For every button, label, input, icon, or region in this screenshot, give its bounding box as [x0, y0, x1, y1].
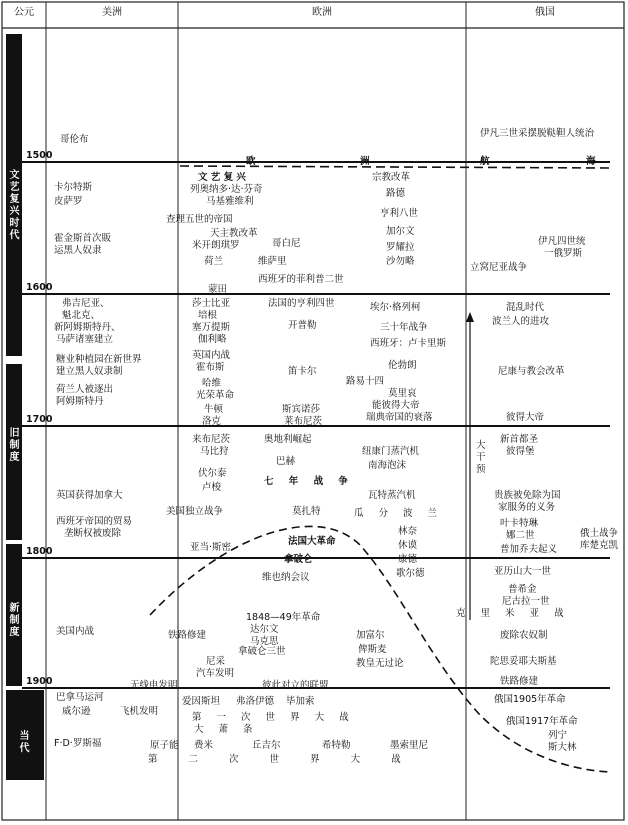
event: 新阿姆斯特丹、 [54, 322, 121, 333]
event: 尼康与教会改革 [498, 366, 565, 377]
event: 拿破仑三世 [238, 646, 286, 657]
header-year: 公元 [14, 7, 34, 18]
event: 伽利略 [198, 334, 227, 345]
event: 三十年战争 [380, 322, 428, 333]
event: 娜二世 [506, 530, 535, 541]
event: 运黑人奴隶 [54, 245, 102, 256]
event: 彼此对立的联盟 [262, 680, 329, 691]
event: 天主教改革 [210, 228, 258, 239]
era-renaissance: 文艺复兴时代 [7, 169, 18, 241]
event: 法国大革命 [288, 536, 336, 547]
event: 卡尔特斯 [54, 182, 93, 193]
event: 七 年 战 争 [264, 476, 354, 487]
event: 英国内战 [192, 350, 231, 361]
event: 加富尔 [356, 630, 385, 641]
event: 文 艺 复 兴 [198, 172, 246, 183]
header-europe: 欧洲 [312, 7, 332, 18]
event: 俾斯麦 [358, 644, 387, 655]
event: 列奥纳多·达·芬奇 [190, 184, 263, 195]
event: 爱因斯坦 [182, 696, 221, 707]
event: 波兰人的进攻 [492, 316, 550, 327]
event: 第 二 次 世 界 大 战 [148, 754, 415, 765]
event: 阿姆斯特丹 [56, 396, 104, 407]
event: 彼得堡 [506, 446, 535, 457]
event: 加尔文 [386, 226, 415, 237]
event: 路易十四 [346, 376, 385, 387]
event: 罗耀拉 [386, 242, 415, 253]
year-1900: 1900 [26, 676, 53, 687]
event: 康德 [398, 554, 418, 565]
event: 维萨里 [258, 256, 287, 267]
event: 普加乔夫起义 [500, 544, 558, 555]
event: 能彼得大帝 [372, 400, 420, 411]
event: 尼采 [206, 656, 226, 667]
event: F·D·罗斯福 [54, 738, 102, 749]
event: 亚历山大一世 [494, 566, 552, 577]
event: 霍金斯首次販 [54, 233, 112, 244]
event: 西班牙帝国的贸易 [56, 516, 133, 527]
event: 哈维 [202, 378, 222, 389]
event: 查理五世的帝国 [166, 214, 233, 225]
year-1800: 1800 [26, 546, 53, 557]
event: 建立黑人奴隶制 [56, 366, 123, 377]
event: 莎士比亚 [192, 298, 231, 309]
event: 西班牙：卢卡里斯 [370, 338, 447, 349]
event: 费米 [194, 740, 214, 751]
event: 叶卡特琳 [500, 518, 539, 529]
event: 亨利八世 [380, 208, 419, 219]
event: 美国独立战争 [166, 506, 224, 517]
event: 大 萧 条 [194, 724, 259, 735]
event: 尼古拉一世 [502, 596, 550, 607]
event: 休谟 [398, 540, 418, 551]
event: 欧 [246, 156, 256, 167]
event: 一俄罗斯 [544, 248, 583, 259]
event: 大干预 [476, 440, 486, 475]
year-1600: 1600 [26, 282, 53, 293]
event: 弗吉尼亚、 [62, 298, 110, 309]
era-contemporary: 当代 [17, 730, 28, 754]
event: 歌尔德 [396, 568, 425, 579]
event: 彼得大帝 [506, 412, 545, 423]
event: 克 里 米 亚 战 [456, 608, 570, 619]
event: 宗教改革 [372, 172, 411, 183]
event: 奥地利崛起 [264, 434, 312, 445]
event: 林奈 [398, 526, 418, 537]
event: 达尔文 [250, 624, 279, 635]
event: 莫扎特 [292, 506, 321, 517]
event: 路德 [386, 188, 406, 199]
event: 伏尔泰 [198, 468, 227, 479]
event: 笛卡尔 [288, 366, 317, 377]
event: 亚当·斯密 [190, 542, 232, 553]
event: 光荣革命 [196, 390, 235, 401]
header-america: 美洲 [102, 7, 122, 18]
event: 铁路修建 [500, 676, 539, 687]
event: 瓦特蒸汽机 [368, 490, 416, 501]
year-1500: 1500 [26, 150, 53, 161]
event: 莫里哀 [388, 388, 417, 399]
event: 垄断权被废除 [64, 528, 122, 539]
event: 霍布斯 [196, 362, 225, 373]
event: 来布尼茨 [192, 434, 231, 445]
era-new-regime: 新制度 [7, 602, 18, 638]
event: 马比狩 [200, 446, 229, 457]
event: 斯宾诺莎 [282, 404, 321, 415]
event: 塞万提斯 [192, 322, 231, 333]
event: 拿破仑 [284, 554, 313, 565]
event: 希特勒 [322, 740, 351, 751]
event: 皮萨罗 [54, 196, 83, 207]
event: 飞机发明 [120, 706, 159, 717]
event: 列宁 [548, 730, 568, 741]
intervention-arrowhead [466, 312, 474, 322]
header-russia: 俄国 [535, 7, 555, 18]
event: 弗洛伊德 [236, 696, 275, 707]
event: 斯大林 [548, 742, 577, 753]
event: 牛顿 [204, 404, 224, 415]
event: 铁路修建 [168, 630, 207, 641]
event: 巴赫 [276, 456, 296, 467]
event: 马萨诸塞建立 [56, 334, 114, 345]
event: 第 一 次 世 界 大 战 [192, 712, 355, 723]
voyages-dashed-line [180, 166, 610, 168]
event: 瓜 分 波 兰 [354, 508, 444, 519]
event: 航 [480, 156, 490, 167]
event: 墨索里尼 [390, 740, 429, 751]
era-old-regime: 旧制度 [7, 427, 18, 463]
event: 美国内战 [56, 626, 95, 637]
event: 普希金 [508, 584, 537, 595]
event: 混乱时代 [506, 302, 545, 313]
event: 俄土战争 [580, 528, 619, 539]
event: 蒙田 [208, 284, 228, 295]
event: 荷兰人被逐出 [56, 384, 114, 395]
event: 教皇无过论 [356, 658, 404, 669]
event: 贵族被免除为国 [494, 490, 561, 501]
event: 纽康门蒸汽机 [362, 446, 420, 457]
event: 哥白尼 [272, 238, 301, 249]
event: 莱布尼茨 [284, 416, 323, 427]
event: 培根 [198, 310, 218, 321]
event: 丘吉尔 [252, 740, 281, 751]
event: 洛克 [202, 416, 222, 427]
event: 魁北克、 [62, 310, 101, 321]
event: 伊凡四世统 [538, 236, 586, 247]
event: 开普勒 [288, 320, 317, 331]
event: 毕加索 [286, 696, 315, 707]
event: 伦勃朗 [388, 360, 417, 371]
event: 洲 [360, 156, 370, 167]
event: 沙勿略 [386, 256, 415, 267]
event: 马克思 [250, 636, 279, 647]
event: 陀思妥耶夫斯基 [490, 656, 557, 667]
event: 埃尔·格列柯 [370, 302, 421, 313]
event: 威尔逊 [62, 706, 91, 717]
event: 废除农奴制 [500, 630, 548, 641]
event: 维也纳会议 [262, 572, 310, 583]
event: 荷兰 [204, 256, 224, 267]
event: 哥伦布 [60, 134, 89, 145]
event: 卢梭 [202, 482, 222, 493]
event: 俄国1905年革命 [494, 694, 566, 705]
event: 南海泡沫 [368, 460, 407, 471]
event: 伊凡三世采摆脱鞑靼人统治 [480, 128, 595, 139]
event: 法国的亨利四世 [268, 298, 335, 309]
event: 立窝尼亚战争 [470, 262, 528, 273]
event: 1848—49年革命 [246, 612, 321, 623]
event: 无线电发明 [130, 680, 178, 691]
event: 俄国1917年革命 [506, 716, 578, 727]
event: 西班牙的菲利普二世 [258, 274, 344, 285]
event: 新首都圣 [500, 434, 539, 445]
event: 马基雅维利 [206, 196, 254, 207]
event: 糖业种植园在新世界 [56, 354, 142, 365]
event: 巴拿马运河 [56, 692, 104, 703]
event: 海 [586, 156, 596, 167]
event: 瑞典帝国的衰落 [366, 412, 433, 423]
event: 米开朗琪罗 [192, 240, 240, 251]
event: 库楚克凯 [580, 540, 619, 551]
event: 家服务的义务 [498, 502, 556, 513]
event: 汽车发明 [196, 668, 235, 679]
year-1700: 1700 [26, 414, 53, 425]
event: 英国获得加拿大 [56, 490, 123, 501]
event: 原子能 [150, 740, 179, 751]
